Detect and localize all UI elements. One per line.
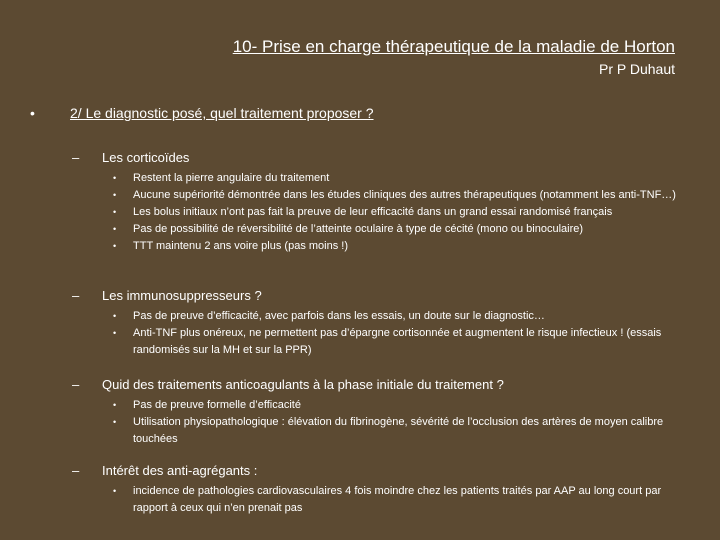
section-dash: –: [72, 463, 80, 478]
bullet: •: [113, 173, 117, 183]
list-item: [72, 325, 692, 359]
section-anti-agregants: [72, 463, 692, 517]
item-text: Anti-TNF plus onéreux, ne permettent pas d’épargne cortisonnée et augmentent le risque infectieux ! (essais randomisés sur la MH et sur la PPR): [133, 327, 662, 356]
bullet: •: [113, 311, 117, 321]
list-item: [72, 221, 692, 238]
list-item: [72, 414, 692, 448]
slide-title: 10- Prise en charge thérapeutique de la maladie de Horton: [232, 37, 675, 56]
section-items: [72, 483, 692, 517]
list-item: [72, 483, 692, 517]
item-text: Aucune supériorité démontrée dans les études cliniques des autres thérapeutiques (notamment les anti-TNF…): [133, 189, 676, 201]
section-immunosuppresseurs: [72, 288, 692, 359]
item-text: Les bolus initiaux n’ont pas fait la preuve de leur efficacité dans un grand essai randomisé français: [133, 206, 613, 218]
bullet: •: [113, 190, 117, 200]
item-text: incidence de pathologies cardiovasculaires 4 fois moindre chez les patients traités par AAP au long court par rapport à ceux qui n’en prenait pas: [133, 485, 662, 514]
main-heading: 2/ Le diagnostic posé, quel traitement proposer ?: [70, 105, 374, 121]
section-header: [72, 463, 692, 483]
section-title: Les corticoïdes: [102, 150, 190, 165]
bullet: •: [113, 400, 117, 410]
bullet: •: [113, 224, 117, 234]
section-dash: –: [72, 288, 80, 303]
list-item: [72, 308, 692, 325]
section-items: [72, 397, 692, 448]
list-item: [72, 397, 692, 414]
section-items: [72, 170, 692, 255]
bullet: •: [113, 328, 117, 338]
list-item: [72, 170, 692, 187]
item-text: Pas de preuve d’efficacité, avec parfois dans les essais, un doute sur le diagnostic…: [133, 310, 545, 322]
section-header: [72, 150, 692, 170]
section-anticoagulants: [72, 377, 692, 448]
item-text: Restent la pierre angulaire du traitement: [133, 172, 330, 184]
list-item: [72, 204, 692, 221]
section-dash: –: [72, 377, 80, 392]
item-text: Utilisation physiopathologique : élévation du fibrinogène, sévérité de l’occlusion des artères de moyen calibre touchées: [133, 416, 664, 445]
bullet: •: [113, 207, 117, 217]
main-bullet: •: [30, 105, 35, 121]
item-text: TTT maintenu 2 ans voire plus (pas moins !): [133, 240, 348, 252]
bullet: •: [113, 417, 117, 427]
section-title: Quid des traitements anticoagulants à la phase initiale du traitement ?: [102, 377, 504, 392]
section-title: Les immunosuppresseurs ?: [102, 288, 262, 303]
section-title: Intérêt des anti-agrégants :: [102, 463, 258, 478]
bullet: •: [113, 486, 117, 496]
list-item: [72, 238, 692, 255]
section-header: [72, 377, 692, 397]
slide-author: Pr P Duhaut: [598, 61, 675, 77]
item-text: Pas de preuve formelle d’efficacité: [133, 399, 301, 411]
section-header: [72, 288, 692, 308]
bullet: •: [113, 241, 117, 251]
item-text: Pas de possibilité de réversibilité de l’atteinte oculaire à type de cécité (mono ou binoculaire): [133, 223, 584, 235]
section-corticoides: [72, 150, 692, 255]
list-item: [72, 187, 692, 204]
section-dash: –: [72, 150, 80, 165]
section-items: [72, 308, 692, 359]
